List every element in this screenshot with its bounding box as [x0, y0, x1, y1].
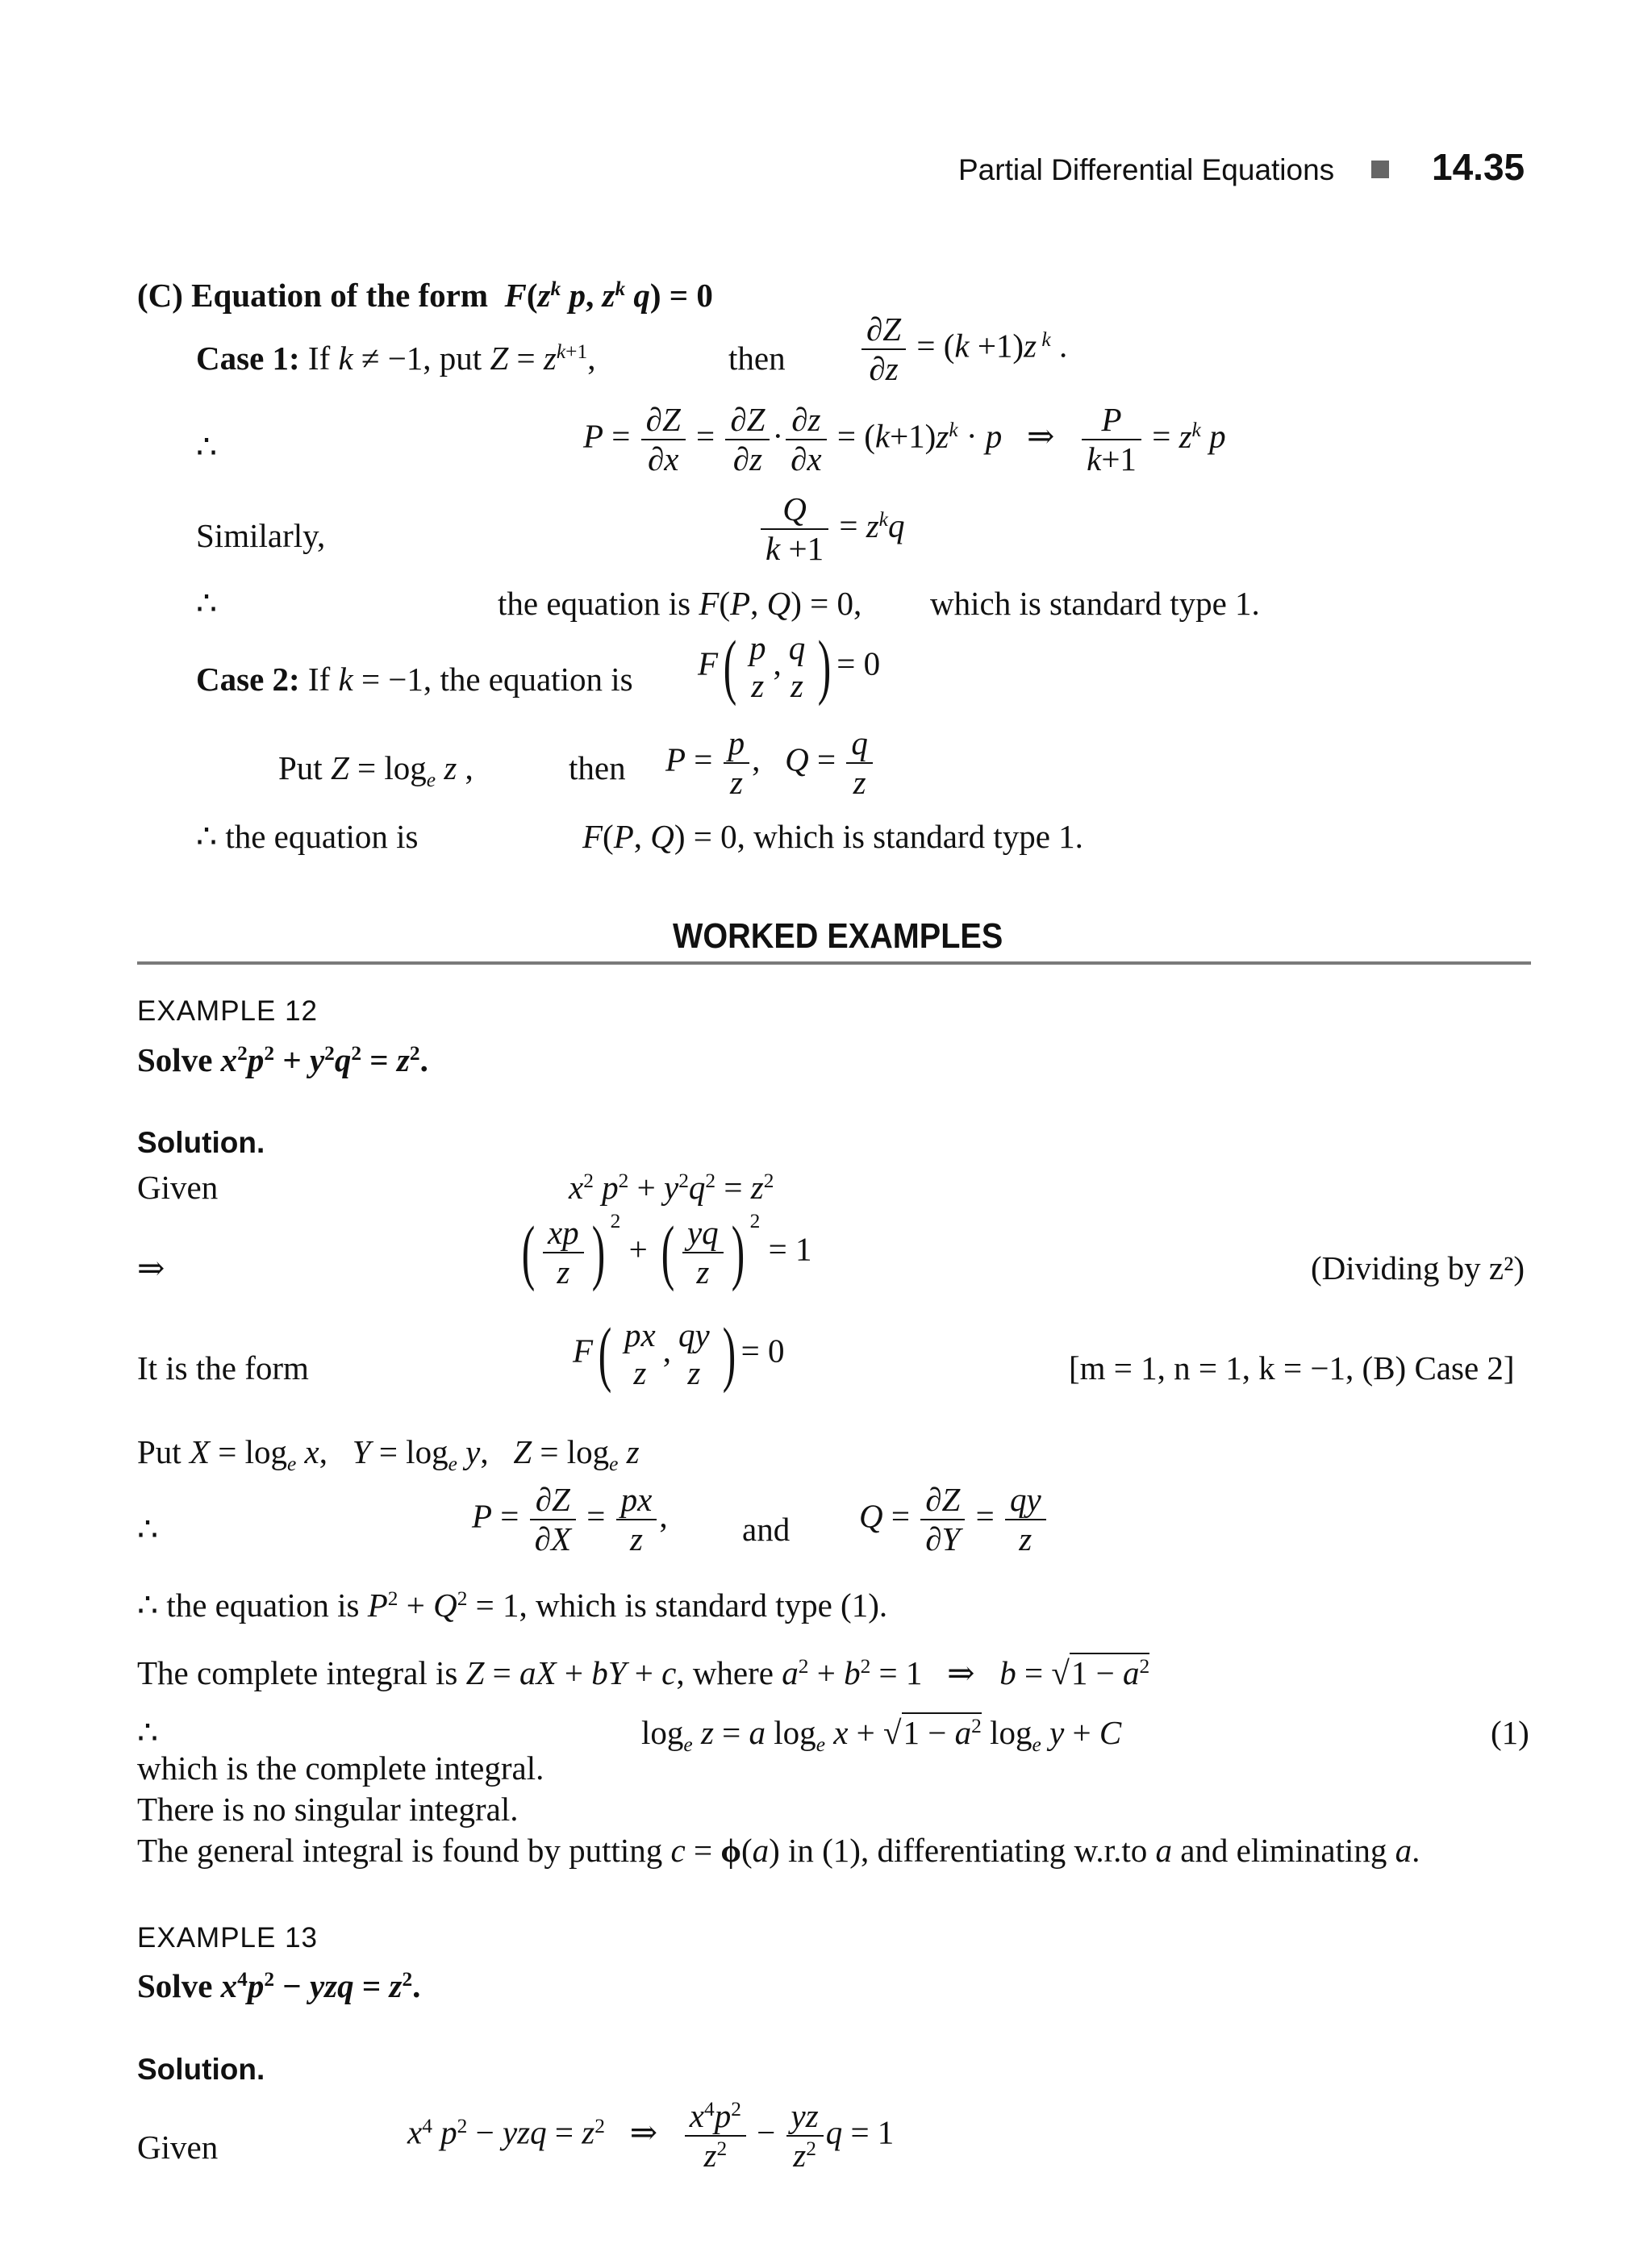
example13-given-label: Given: [137, 2129, 219, 2166]
example12-given-label: Given: [137, 1169, 219, 1206]
example12-given-eq: $x^2$ $p^2 + y^2q^2 = z^2$: [569, 1169, 774, 1206]
complete-integral-eq: $\log_e z = a$ $\log_e x + √1 - a^2$ $\log_e y + C$: [641, 1714, 1122, 1756]
implies-symbol: ⇒: [137, 1249, 165, 1286]
complete-integral-intro: The complete integral is Z = aX + bY + c, where $a^2 + b^2 = 1$ ⇒ $b = √1 - a^2$: [137, 1654, 1150, 1691]
therefore-equation-label: ∴ the equation is: [196, 818, 419, 855]
similarly-label: Similarly,: [196, 517, 326, 554]
case1-derivative: $\frac{\partial Z}{\partial z}$ = (k +1)z $^k$ .: [859, 311, 1067, 388]
example13-problem: Solve $x^4p^2$ − yzq = $z^2$.: [137, 1967, 421, 2004]
example13-given-eq: $x^4$ $p^2$ − yzq = $z^2$ ⇒ $\frac{x^4p^2}{z^2}$ − $\frac{yz}{z^2}$ q = 1: [407, 2097, 895, 2175]
worked-examples-rule: [137, 961, 1531, 965]
pq-derivation: P = $\frac{\partial Z}{\partial X}$ = $\frac{px}{z}$ ,: [472, 1481, 668, 1558]
and-label: and: [742, 1511, 791, 1548]
example13-label: EXAMPLE 13: [137, 1922, 318, 1954]
form-note: [m = 1, n = 1, k = −1, (B) Case 2]: [1069, 1349, 1515, 1387]
equation-is-12: ∴ the equation is $P^2 + Q^2 = 1$, which is standard type (1).: [137, 1587, 888, 1624]
it-is-the-form-label: It is the form: [137, 1349, 309, 1387]
q-derivation: $\frac{Q}{k +1}$ = $z^kq$: [758, 490, 904, 568]
final-equation-c: F(P, Q) = 0, which is standard type 1.: [582, 818, 1083, 855]
therefore-symbol-1: ∴: [196, 428, 218, 465]
therefore-symbol-3: ∴: [137, 1511, 159, 1548]
q-deriv: Q = $\frac{\partial Z}{\partial Y}$ = $\frac{qy}{z}$: [859, 1481, 1049, 1558]
form-equation: F( px z , qy z ) = 0: [573, 1314, 785, 1395]
complete-integral-line: which is the complete integral.: [137, 1749, 544, 1787]
equation-number-1: (1): [1491, 1714, 1529, 1751]
page-number: 14.35: [1432, 146, 1525, 188]
worked-examples-title: WORKED EXAMPLES: [673, 916, 1003, 956]
put-then: then: [569, 749, 626, 786]
squared-form: ( $\frac{xp}{z}$ ) $^2$ + ( $\frac{yq}{z}$ ) $^2$ = 1: [521, 1209, 812, 1293]
p-derivation: P = $\frac{\partial Z}{\partial x}$ = $\frac{\partial Z}{\partial z}$ · $\frac{\partial z}{\partial x}$ = $(k+1)z^k \cdot p$ ⇒ $\frac{P}{k+1}$ = $z^k$ p: [583, 401, 1226, 478]
section-c-heading: (C) Equation of the form $F(z^k$ p, $z^k$ q) = 0: [137, 277, 713, 314]
no-singular-line: There is no singular integral.: [137, 1791, 519, 1828]
put-line: Put $Z = \log_e z$ ,: [278, 749, 473, 791]
case1-line: Case 1: If k ≠ −1, put $Z = z^{k+1}$,: [196, 340, 596, 377]
example13-solution-label: Solution.: [137, 2053, 265, 2086]
case2-equation: F( p z , q z ) = 0: [698, 627, 881, 707]
example12-label: EXAMPLE 12: [137, 995, 318, 1027]
case1-then: then: [728, 340, 786, 377]
standard-type-text: which is standard type 1.: [930, 585, 1260, 622]
therefore-symbol-4: ∴: [137, 1714, 159, 1751]
equation-is-line: the equation is F(P, Q) = 0,: [498, 585, 862, 622]
general-integral-line: The general integral is found by putting c = ϕ(a) in (1), differentiating w.r.to a and eliminating a.: [137, 1832, 1420, 1869]
running-title: Partial Differential Equations: [958, 153, 1335, 186]
put-result: P = $\frac{p}{z}$ , Q = $\frac{q}{z}$: [665, 724, 875, 802]
example12-problem: Solve $x^2p^2 + y^2q^2 = z^2$.: [137, 1041, 428, 1078]
header-square-icon: [1371, 161, 1389, 178]
dividing-note: (Dividing by z²): [1311, 1249, 1525, 1286]
therefore-symbol-2: ∴: [196, 585, 218, 622]
put-log-line: Put $X = \log_e x$, $Y = \log_e y$, $Z = \log_e z$: [137, 1433, 640, 1475]
case2-line: Case 2: If k = −1, the equation is: [196, 661, 633, 698]
example12-solution-label: Solution.: [137, 1126, 265, 1159]
